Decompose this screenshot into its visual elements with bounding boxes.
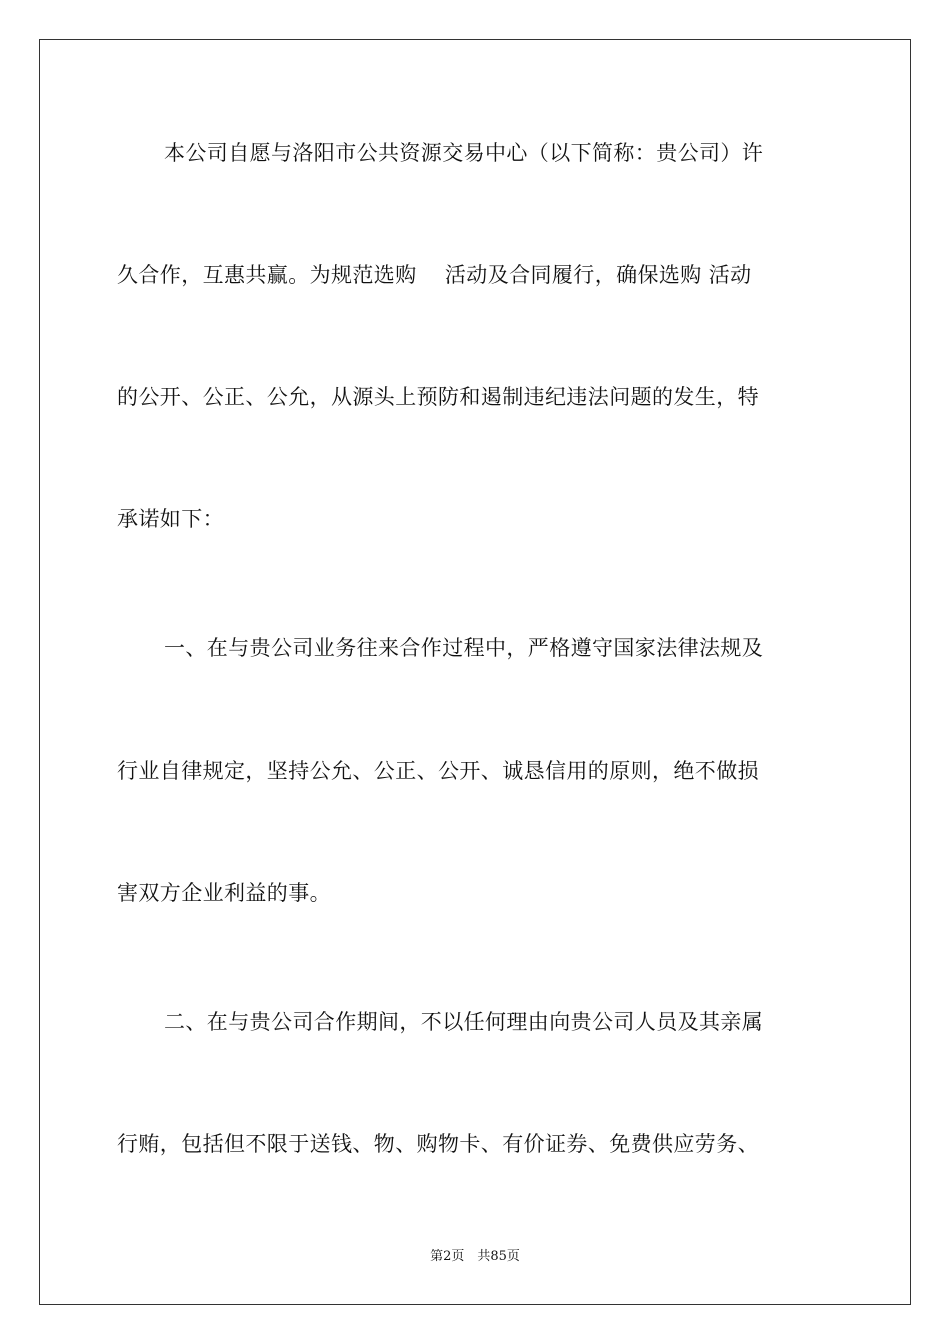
text-line: 二、在与贵公司合作期间，不以任何理由向贵公司人员及其亲属 <box>164 1010 764 1034</box>
text-line: 本公司自愿与洛阳市公共资源交易中心（以下简称：贵公司）许 <box>164 141 764 165</box>
text-line: 承诺如下： <box>117 507 224 531</box>
page-number-footer: 第2页 共85页 <box>430 1249 520 1264</box>
text-line: 一、在与贵公司业务往来合作过程中，严格遵守国家法律法规及 <box>164 636 764 660</box>
text-line: 久合作，互惠共赢。为规范选购 活动及合同履行，确保选购 活动 <box>117 263 752 287</box>
text-line: 行业自律规定，坚持公允、公正、公开、诚恳信用的原则，绝不做损 <box>117 759 759 783</box>
page-border <box>39 39 911 1305</box>
text-line: 行贿，包括但不限于送钱、物、购物卡、有价证券、免费供应劳务、 <box>117 1132 759 1156</box>
text-line: 的公开、公正、公允，从源头上预防和遏制违纪违法问题的发生，特 <box>117 385 759 409</box>
text-line: 害双方企业利益的事。 <box>117 881 331 905</box>
